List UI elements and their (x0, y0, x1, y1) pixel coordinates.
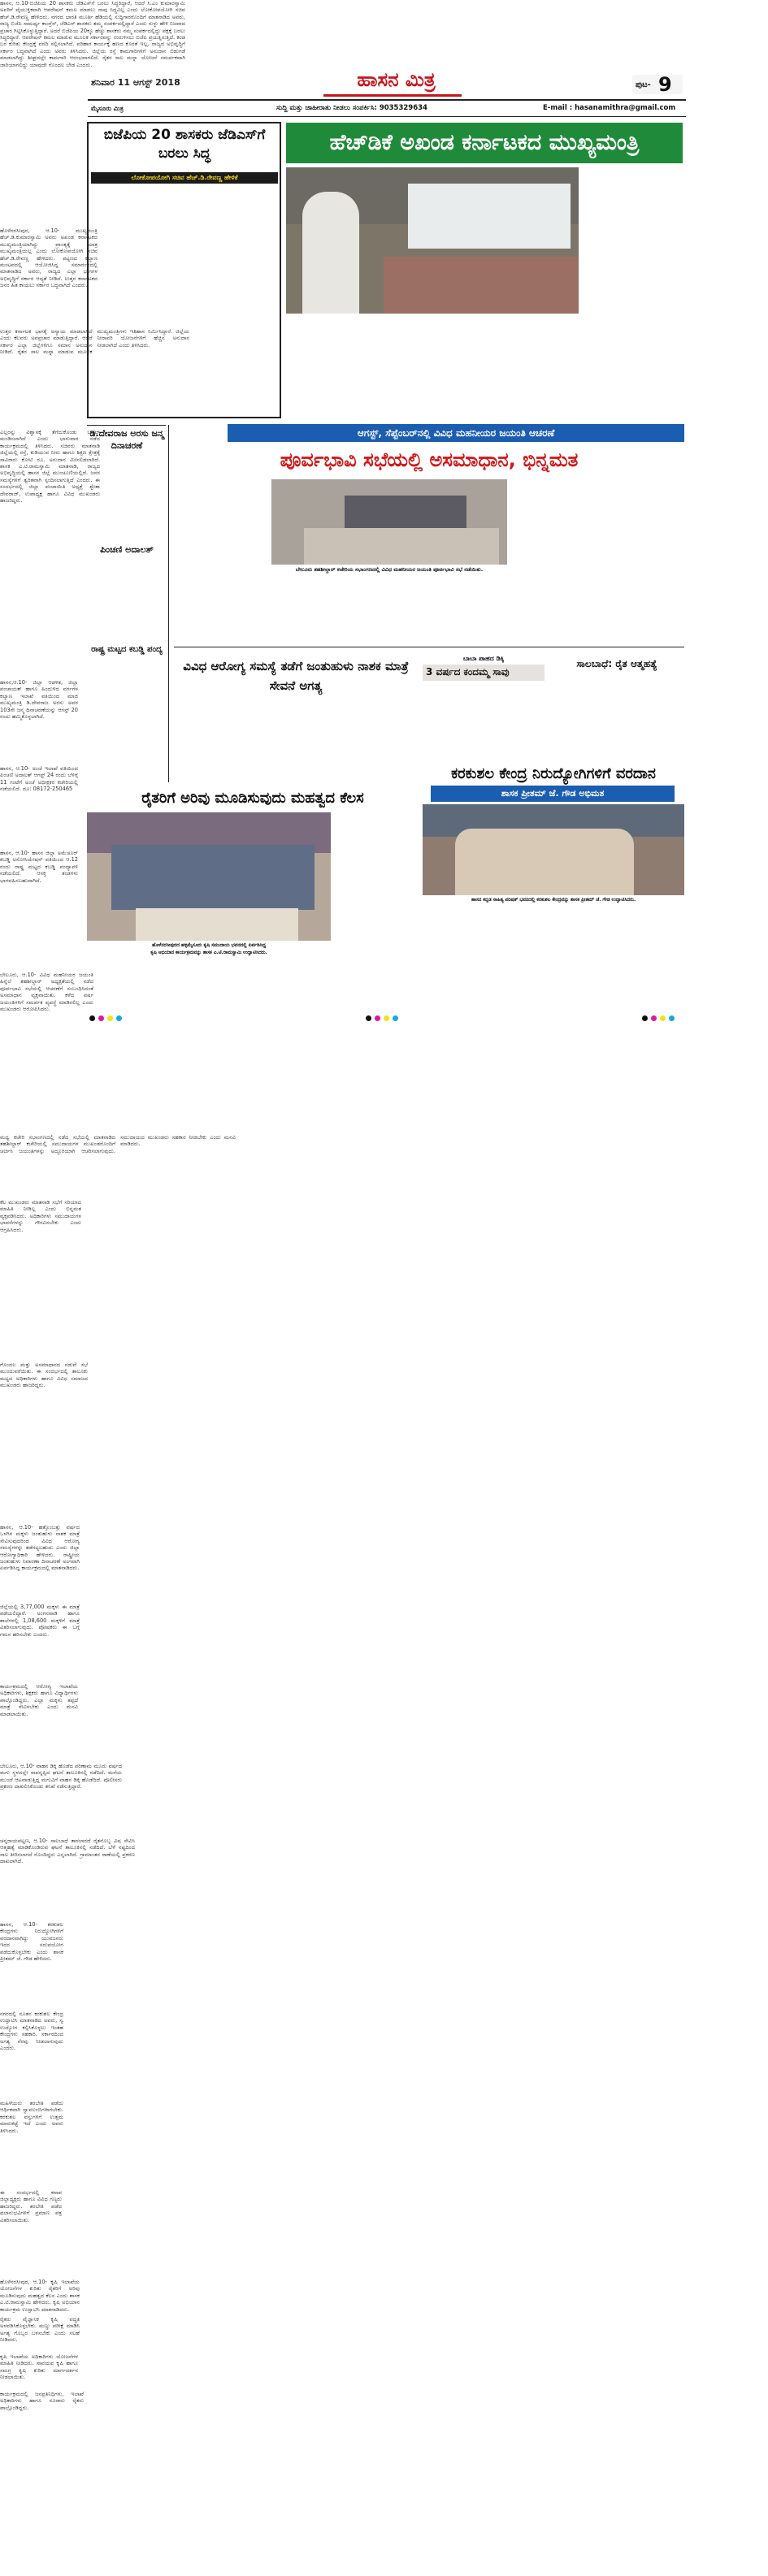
briefs-column-rule (168, 425, 169, 782)
story8-body-b: ರೈತರು ವೈಜ್ಞಾನಿಕ ಕೃಷಿ ಪದ್ಧತಿ ಅಳವಡಿಸಿಕೊಳ್ಳಬೇಕು. ಮಣ್ಣು ಪರೀಕ್ಷೆ ಮಾಡಿಸಿ ಅಗತ್ಯ ಗೊಬ್ಬರ ಬಳಸಬೇಕು ಎಂದು ಸಲಹೆ ನೀಡಿದರು. (0, 2316, 80, 2344)
story6-headline: ಸಾಲಬಾಧೆ: ರೈತ ಆತ್ಮಹತ್ಯೆ (576, 658, 657, 669)
story1-headline: ಬಿಜೆಪಿಯ 20 ಶಾಸಕರು ಜೆಡಿಎಸ್‌ಗೆ ಬರಲು ಸಿದ್ಧ (103, 127, 266, 162)
story1-body: ಹಾಸನ, ಆ.10-ಬಿಜೆಪಿಯ 20 ಶಾಸಕರು ಜೆಡಿಎಸ್‌ಗೆ ಬರಲು ಸಿದ್ಧರಿದ್ದಾರೆ, ಆದರೆ ಸಿ.ಎಂ ಕುಮಾರಸ್ವಾಮಿ ಅವರಿಗೆ ವೈಯುಕ್ತಿಕವಾಗಿ ಆಪರೇಷನ್ ಕಮಲ ಮಾಡಲು ನಾವು ಸಿದ್ಧವಿಲ್ಲ ಎಂದು ಲೋಕೋಪಯೋಗಿ ಸಚಿವ ಹೆಚ್.ಡಿ.ರೇವಣ್ಣ ಹೇಳಿದರು. ನಗರದ ಭಾರತಿ ಮೂರ್ತಿ ಹೆಡಿಯಲ್ಲಿ ಸುದ್ದಿಗಾರರೊಂದಿಗೆ ಮಾತನಾಡಿದ ಅವರು, ರಾಜ್ಯ ಬಿಜೆಪಿ ಸಾಮರ್ಥ್ಯ ಕಾಂಗ್ರೆಸ್, ಜೆಡಿಎಸ್ ಶಾಸಕರು ತಮ್ಮ ಸಂಪರ್ಕದಲ್ಲಿದ್ದಾರೆ ಎಂದು ಸುಳ್ಳು ಹೇಳಿ ನಿಜವಾದ ಪ್ರಚಾರ ಗಿಟ್ಟಿಸಿಕೊಳ್ಳುತ್ತಿದ್ದಾರೆ. ಅದರೆ ಬಿಜೆಪಿಯ 20ಕ್ಕೂ ಹೆಚ್ಚು ಶಾಸಕರು ನಮ್ಮ ಸಂಪರ್ಕದಲ್ಲಿದ್ದು ಪಕ್ಷಕ್ಕೆ ಬರಲು ಸಿದ್ಧರಿದ್ದಾರೆ. ಆಪರೇಷನ್ ಕಮಲ ಮಾಡುವ ಮೂಲಕ ಸರ್ಕಾರವನ್ನು ಉರುಳಿಸಲು ಬಿಜೆಪಿ ಪ್ರಯತ್ನಿಸುತ್ತಿದೆ. ಕರಡ ಬರ ಕುರಿತು ಕೇಂದ್ರಕ್ಕೆ ವರದಿ ಸಲ್ಲಿಸಲಾಗಿದೆ. ಪರಿಹಾರ ಕಾರ್ಯಕ್ಕೆ ಹಣದ ಕೊರತೆ ಇಲ್ಲ. ರಾಜ್ಯದ ಅಭಿವೃದ್ಧಿಗೆ ಸರ್ಕಾರ ಬದ್ಧವಾಗಿದೆ ಎಂದು ಅವರು ತಿಳಿಸಿದರು. ಜಿಲ್ಲೆಯ ರಸ್ತೆ ಕಾಮಗಾರಿಗಳಿಗೆ ಅನುದಾನ ಬಿಡುಗಡೆ ಮಾಡಲಾಗಿದ್ದು ಶೀಘ್ರದಲ್ಲೇ ಕಾಮಗಾರಿ ಆರಂಭವಾಗಲಿದೆ. ರೈತರ ಸಾಲ ಮನ್ನಾ ಯೋಜನೆ ಸಮರ್ಪಕವಾಗಿ ಜಾರಿಯಾಗಲಿದ್ದು ಯಾವುದೇ ಗೊಂದಲ ಬೇಡ ಎಂದರು. (0, 0, 185, 68)
story3-photo (271, 479, 507, 565)
brief3-body: ಹಾಸನ, ಆ.10- ಹಾಸನ ಜಿಲ್ಲಾ ಅಮೆಚೂರ್ ಕಬಡ್ಡಿ ಅಸೋಸಿಯೇಷನ್ ವತಿಯಿಂದ ಆ.12 ರಂದು ರಾಷ್ಟ್ರ ಮಟ್ಟದ ಕಬಡ್ಡಿ ಪಂದ್ಯಾವಳಿ ನಡೆಯಲಿದೆ. ಆಸಕ್ತ ತಂಡಗಳು ಭಾಗವಹಿಸಬಹುದಾಗಿದೆ. (0, 850, 78, 884)
page-number: 9 (658, 73, 672, 96)
story8-headline: ರೈತರಿಗೆ ಅರಿವು ಮೂಡಿಸುವುದು ಮಹತ್ವದ ಕೆಲಸ (141, 790, 364, 807)
brief1-title: ಡಿ.ದೇವರಾಜ ಅರಸು ಜನ್ಮ ದಿನಾಚರಣೆ (89, 428, 164, 451)
story7-body-b: ನಗರದಲ್ಲಿ ನೂತನ ಕರಕುಶಲ ಕೇಂದ್ರ ಉದ್ಘಾಟಿಸಿ ಮಾತನಾಡಿದ ಅವರು, ಸ್ವ ಉದ್ಯೋಗ ಕಲ್ಪಿಸಿಕೊಳ್ಳಲು ಇಂತಹ ಕೇಂದ್ರಗಳು ಸಹಕಾರಿ. ಸರ್ಕಾರದಿಂದ ಅಗತ್ಯ ನೆರವು ನೀಡಲಾಗುವುದು ಎಂದರು. (0, 2011, 63, 2052)
story3-body-c: ಕೆಲ ಮುಖಂಡರು ಮಾತನಾಡಿ ಸಭೆಗೆ ಸರಿಯಾದ ಮಾಹಿತಿ ನೀಡಿಲ್ಲ ಎಂದು ಭಿನ್ನಮತ ವ್ಯಕ್ತಪಡಿಸಿದರು. ಅಧಿಕಾರಿಗಳು ಸಮುದಾಯಗಳ ಭಾವನೆಗಳನ್ನು ಗೌರವಿಸಬೇಕು ಎಂದು ಆಗ್ರಹಿಸಿದರು. (0, 1199, 81, 1233)
stage-banner (408, 184, 571, 249)
story2-body-b: ಉತ್ತರ ಕರ್ನಾಟಕ ಭಾಗಕ್ಕೆ ಅನ್ಯಾಯ ಮಾಡಲಾಗಿದೆ ಎಂದು ಕೆಲವರು ಅಪಪ್ರಚಾರ ಮಾಡುತ್ತಿದ್ದಾರೆ. ಆದರೆ ಸರ್ಕಾರ ಎಲ್ಲಾ ಜಿಲ್ಲೆಗಳಿಗೂ ಸಮಾನ ಅನುದಾನ ನೀಡಿದೆ. ರೈತರ ಸಾಲ ಮನ್ನಾ ಮಾಡುವ ಮೂಲಕ ಮುಖ್ಯಮಂತ್ರಿಗಳು ಇತಿಹಾಸ ನಿರ್ಮಿಸಿದ್ದಾರೆ. ಜಿಲ್ಲೆಯ ನೀರಾವರಿ ಯೋಜನೆಗಳಿಗೆ ಹೆಚ್ಚಿನ ಅನುದಾನ ನೀಡಲಾಗಿದೆ ಎಂದು ತಿಳಿಸಿದರು. (0, 328, 189, 356)
masthead-title: ಹಾಸನ ಮಿತ್ರ (357, 68, 436, 91)
story2-body-c: ಎಲ್ಲರನ್ನು ವಿಶ್ವಾಸಕ್ಕೆ ತೆಗೆದುಕೊಂಡು ಬಜೆಟ್ ಮಂಡಿಸಲಾಗಿದೆ ಎಂದು ಭಾನುವಾರ ನಡೆದ ಕಾರ್ಯಕ್ರಮದಲ್ಲಿ ತಿಳಿಸಿದರು. ಸಚಿವರು ಮಾತನಾಡಿ ಜಿಲ್ಲೆಯಲ್ಲಿ ರಸ್ತೆ, ಕುಡಿಯುವ ನೀರು ಹಾಗೂ ಶಿಕ್ಷಣ ಕ್ಷೇತ್ರಕ್ಕೆ ಸಾವಿರಾರು ಕೋಟಿ ರೂ. ಅನುದಾನ ಮೀಸಲಿಡಲಾಗಿದೆ. ಶಾಸಕ ಎ.ಟಿ.ರಾಮಸ್ವಾಮಿ ಮಾತನಾಡಿ, ರಾಜ್ಯದ ಅಭಿವೃದ್ಧಿಯಲ್ಲಿ ಹಾಸನ ಜಿಲ್ಲೆ ಮುಂಚೂಣಿಯಲ್ಲಿದೆ. ಜನರ ಸಮಸ್ಯೆಗಳಿಗೆ ತ್ವರಿತವಾಗಿ ಸ್ಪಂದಿಸಲಾಗುತ್ತಿದೆ ಎಂದರು. ಈ ಸಂದರ್ಭದಲ್ಲಿ ಜಿಲ್ಲಾ ಪಂಚಾಯಿತಿ ಅಧ್ಯಕ್ಷೆ ಶ್ವೇತಾ ದೇವರಾಜ್, ಉಪಾಧ್ಯಕ್ಷ ಹಾಗೂ ವಿವಿಧ ಮುಖಂಡರು ಹಾಜರಿದ್ದರು. (0, 429, 100, 504)
seated-guests (384, 257, 579, 314)
story4-body-a: ಹಾಸನ, ಆ.10- ಹತ್ತೊಂಬತ್ತು ವರ್ಷದ ಒಳಗಿನ ಮಕ್ಕಳು ಜಂತುಹುಳು ನಾಶಕ ಮಾತ್ರೆ ಸೇವಿಸುವುದರಿಂದ ವಿವಿಧ ಆರೋಗ್ಯ ಸಮಸ್ಯೆಗಳನ್ನು ತಡೆಗಟ್ಟಬಹುದು ಎಂದು ಜಿಲ್ಲಾ ಆರೋಗ್ಯಾಧಿಕಾರಿ ಹೇಳಿದರು. ರಾಷ್ಟ್ರೀಯ ಜಂತುಹುಳು ನಿವಾರಣಾ ದಿನಾಚರಣೆ ಅಂಗವಾಗಿ ಏರ್ಪಡಿಸಿದ್ದ ಕಾರ್ಯಕ್ರಮದಲ್ಲಿ ಮಾತನಾಡಿದರು. (0, 1524, 80, 1572)
dignitaries-row (111, 845, 315, 910)
masthead-date: ಶನಿವಾರ 11 ಆಗಸ್ಟ್ 2018 (91, 77, 180, 88)
story4-body-c: ಕಾರ್ಯಕ್ರಮದಲ್ಲಿ ಆರೋಗ್ಯ ಇಲಾಖೆಯ ಅಧಿಕಾರಿಗಳು, ಶಿಕ್ಷಕರು ಹಾಗೂ ವಿದ್ಯಾರ್ಥಿಗಳು ಪಾಲ್ಗೊಂಡಿದ್ದರು. ಎಲ್ಲಾ ಮಕ್ಕಳು ತಪ್ಪದೆ ಮಾತ್ರೆ ಸೇವಿಸಬೇಕು ಎಂದು ಮನವಿ ಮಾಡಲಾಯಿತು. (0, 1683, 78, 1717)
page-number-tag (632, 75, 683, 94)
brief2-title: ಪಿಂಚಣಿ ಅದಾಲತ್ (100, 544, 154, 555)
story2-headline: ಹೆಚ್‌ಡಿಕೆ ಅಖಂಡ ಕರ್ನಾಟಕದ ಮುಖ್ಯಮಂತ್ರಿ (286, 123, 683, 163)
story3-body-a: ಬೇಲೂರು, ಆ.10- ವಿವಿಧ ಮಹನೀಯರ ಜಯಂತಿ ಹಿನ್ನೆಲೆ ತಹಶೀಲ್ದಾರ್ ಅಧ್ಯಕ್ಷತೆಯಲ್ಲಿ ನಡೆದ ಪೂರ್ವಭಾವಿ ಸಭೆಯಲ್ಲಿ ಆಚರಣೆಗೆ ಸಂಬಂಧಿಸಿದಂತೆ ಅಸಮಾಧಾನ ವ್ಯಕ್ತವಾಯಿತು. ಕಳೆದ ವರ್ಷ ಜಯಂತಿಗಳಿಗೆ ಸಮರ್ಪಕ ವ್ಯವಸ್ಥೆ ಮಾಡಿರಲಿಲ್ಲ ಎಂದು ಮುಖಂಡರು ಆರೋಪಿಸಿದರು. (0, 972, 93, 1013)
story3-kicker: ಆಗಸ್ಟ್, ಸೆಪ್ಟೆಂಬರ್‌ನಲ್ಲಿ ವಿವಿಧ ಮಹನೀಯರ ಜಯಂತಿ ಆಚರಣೆ (228, 424, 684, 442)
speaker-figure (302, 192, 359, 314)
story5-number-badge (423, 665, 545, 681)
story3-caption: ಬೇಲೂರು ತಹಶೀಲ್ದಾರ್ ಕಚೇರಿಯ ಸಭಾಂಗಣದಲ್ಲಿ ವಿವಿಧ ಮಹನೀಯರ ಜಯಂತಿ ಪೂರ್ವಭಾವಿ ಸಭೆ ನಡೆಯಿತು. (295, 566, 484, 573)
brief2-body: ಹಾಸನ, ಆ.10- ಅಂಚೆ ಇಲಾಖೆ ವತಿಯಿಂದ ಪಿಂಚಣಿ ಅದಾಲತ್ ಆಗಸ್ಟ್ 24 ರಂದು ಬೆಳಿಗ್ಗೆ 11 ಗಂಟೆಗೆ ಅಂಚೆ ಅಧೀಕ್ಷಕರ ಕಚೇರಿಯಲ್ಲಿ ನಡೆಯಲಿದೆ. ದೂ: 08172-250465 (0, 765, 78, 793)
brief3-title: ರಾಷ್ಟ್ರ ಮಟ್ಟದ ಕಬಡ್ಡಿ ಪಂದ್ಯ (91, 645, 163, 654)
story6-body: ಚನ್ನರಾಯಪಟ್ಟಣ, ಆ.10- ಸಾಲಬಾಧೆ ತಾಳಲಾರದೆ ರೈತನೊಬ್ಬ ವಿಷ ಸೇವಿಸಿ ಆತ್ಮಹತ್ಯೆ ಮಾಡಿಕೊಂಡಿರುವ ಘಟನೆ ತಾಲೂಕಿನಲ್ಲಿ ನಡೆದಿದೆ. ಬೆಳೆ ನಷ್ಟದಿಂದ ಸಾಲ ತೀರಿಸಲಾಗದೆ ನೊಂದಿದ್ದರು ಎನ್ನಲಾಗಿದೆ. ಗ್ರಾಮಾಂತರ ಠಾಣೆಯಲ್ಲಿ ಪ್ರಕರಣ ದಾಖಲಾಗಿದೆ. (0, 1838, 135, 1865)
story4-headline: ವಿವಿಧ ಆರೋಗ್ಯ ಸಮಸ್ಯೆ ತಡೆಗೆ ಜಂತುಹುಳು ನಾಶಕ ಮಾತ್ರೆ ಸೇವನೆ ಅಗತ್ಯ (183, 659, 409, 693)
masthead-left-tag: ಮೈಸೂರು ಮಿತ್ರ (91, 105, 124, 112)
story8-caption-1: ಹೊಳೆನರಸೀಪುರದ ಹಳ್ಳಿಮೈಸೂರು ಕೃಷಿ ಸಮುದಾಯ ಭವನದಲ್ಲಿ ಏರ್ಪಡಿಸಿದ್ದ (151, 943, 267, 948)
story8-body-d: ಕಾರ್ಯಕ್ರಮದಲ್ಲಿ ಜನಪ್ರತಿನಿಧಿಗಳು, ಇಲಾಖೆ ಅಧಿಕಾರಿಗಳು ಹಾಗೂ ನೂರಾರು ರೈತರು ಪಾಲ್ಗೊಂಡಿದ್ದರು. (0, 2391, 84, 2411)
lamp-and-pots (136, 908, 298, 941)
story3-headline: ಪೂರ್ವಭಾವಿ ಸಭೆಯಲ್ಲಿ ಅಸಮಾಧಾನ, ಭಿನ್ನಮತ (280, 448, 579, 471)
page-label: ಪುಟ- (636, 80, 651, 89)
masthead-contact: ಸುದ್ದಿ ಮತ್ತು ಜಾಹೀರಾತು ನೀಡಲು ಸಂಪರ್ಕಿಸಿ: 9035329634 (276, 104, 427, 112)
meeting-table (304, 528, 499, 565)
masthead-rule-bottom (88, 116, 686, 117)
registration-dots-right (642, 1009, 678, 1024)
story5-body: ಬೇಲೂರು, ಆ.10- ವಾಹನ ಡಿಕ್ಕಿ ಹೊಡೆದ ಪರಿಣಾಮ ಮೂರು ವರ್ಷದ ಮಗು ಸ್ಥಳದಲ್ಲೇ ಸಾವನ್ನಪ್ಪಿದ ಘಟನೆ ತಾಲೂಕಿನಲ್ಲಿ ನಡೆದಿದೆ. ಮನೆಯ ಮುಂದೆ ಆಟವಾಡುತ್ತಿದ್ದ ಮಗುವಿಗೆ ವಾಹನ ಡಿಕ್ಕಿ ಹೊಡೆದಿದೆ. ಪೊಲೀಸರು ಪ್ರಕರಣ ದಾಖಲಿಸಿಕೊಂಡು ತನಿಖೆ ನಡೆಸುತ್ತಿದ್ದಾರೆ. (0, 1763, 122, 1790)
story3-body-b: ಮಧ್ಯ ಕಚೇರಿ ಸಭಾಂಗಣದಲ್ಲಿ ನಡೆದ ಸಭೆಯಲ್ಲಿ ಮಾತನಾಡಿದ ತಹಶೀಲ್ದಾರ್ ಕಚೇರಿಯಲ್ಲಿ ಸಮುದಾಯಗಳ ಮುಖಂಡರೊಂದಿಗೆ ಚರ್ಚಿಸಿ ಜಯಂತಿಗಳನ್ನು ಅದ್ದೂರಿಯಾಗಿ ಆಚರಿಸಲಾಗುವುದು. ಸಮುದಾಯದ ಮುಖಂಡರು ಸಹಕಾರ ನೀಡಬೇಕು ಎಂದು ಮನವಿ ಮಾಡಿದರು. (0, 1134, 236, 1154)
story7-body-d: ಈ ಸಂದರ್ಭದಲ್ಲಿ ಕಸಾಪ ಜಿಲ್ಲಾಧ್ಯಕ್ಷರು ಹಾಗೂ ವಿವಿಧ ಗಣ್ಯರು ಹಾಜರಿದ್ದರು. ತರಬೇತಿ ಪಡೆದ ಫಲಾನುಭವಿಗಳಿಗೆ ಪ್ರಮಾಣ ಪತ್ರ ವಿತರಿಸಲಾಯಿತು. (0, 2189, 62, 2223)
story7-body-a: ಹಾಸನ, ಆ.10- ಕರಕುಶಲ ಕೇಂದ್ರಗಳು ನಿರುದ್ಯೋಗಿಗಳಿಗೆ ವರದಾನವಾಗಿದ್ದು ಯುವಜನರು ಇದರ ಸದುಪಯೋಗ ಪಡೆದುಕೊಳ್ಳಬೇಕು ಎಂದು ಶಾಸಕ ಪ್ರೀತಮ್ ಜೆ. ಗೌಡ ಹೇಳಿದರು. (0, 1921, 63, 1963)
story1-subhead: ಲೋಕೋಪಯೋಗಿ ಸಚಿವ ಹೆಚ್.ಡಿ.ರೇವಣ್ಣ ಹೇಳಿಕೆ (91, 172, 278, 184)
story3-body-d: ಗೊಂದಲ ಮತ್ತು ಅಸಮಾಧಾನದ ನಡುವೆ ಸಭೆ ಮುಂದುವರೆಯಿತು. ಈ ಸಂದರ್ಭದಲ್ಲಿ ತಾಲೂಕು ಮಟ್ಟದ ಅಧಿಕಾರಿಗಳು ಹಾಗೂ ವಿವಿಧ ಸಮಾಜದ ಮುಖಂಡರು ಹಾಜರಿದ್ದರು. (0, 1362, 88, 1389)
masthead-email: E-mail : hasanamithra@gmail.com (543, 104, 676, 112)
story7-headline: ಕರಕುಶಲ ಕೇಂದ್ರ ನಿರುದ್ಯೋಗಿಗಳಿಗೆ ವರದಾನ (451, 765, 656, 782)
story7-subhead: ಶಾಸಕ ಪ್ರೀತಮ್ ಜೆ. ಗೌಡ ಅಭಿಮತ (431, 786, 675, 802)
story8-body-a: ಹೊಳೆನರಸೀಪುರ, ಆ.10- ಕೃಷಿ ಇಲಾಖೆಯ ಯೋಜನೆಗಳ ಕುರಿತು ರೈತರಿಗೆ ಅರಿವು ಮೂಡಿಸುವುದು ಮಹತ್ವದ ಕೆಲಸ ಎಂದು ಶಾಸಕ ಎ.ಟಿ.ರಾಮಸ್ವಾಮಿ ಹೇಳಿದರು. ಕೃಷಿ ಅಭಿಯಾನ ಕಾರ್ಯಕ್ರಮ ಉದ್ಘಾಟಿಸಿ ಮಾತನಾಡಿದರು. (0, 2279, 80, 2313)
story4-body-b: ಜಿಲ್ಲೆಯಲ್ಲಿ 3,77,000 ಮಕ್ಕಳು ಈ ಮಾತ್ರೆ ಪಡೆಯಲಿದ್ದಾರೆ. ಅಂಗನವಾಡಿ ಹಾಗೂ ಶಾಲೆಗಳಲ್ಲಿ 1,08,600 ಮಕ್ಕಳಿಗೆ ಮಾತ್ರೆ ವಿತರಿಸಲಾಗುವುದು. ಪೋಷಕರು ಈ ಬಗ್ಗೆ ಗಮನ ಹರಿಸಬೇಕು ಎಂದರು. (0, 1604, 80, 1638)
story5-kicker: ಬಾಬಾ ಪಾಹದ ಡಿಕ್ಕಿ (462, 655, 505, 662)
briefs-divider (87, 425, 166, 426)
story8-body-c: ಕೃಷಿ ಇಲಾಖೆಯ ಅಧಿಕಾರಿಗಳು ಯೋಜನೆಗಳ ಮಾಹಿತಿ ನೀಡಿದರು. ಸಾವಯವ ಕೃಷಿ ಹಾಗೂ ಸಮಗ್ರ ಕೃಷಿ ಕುರಿತು ಮಾರ್ಗದರ್ಶನ ನೀಡಲಾಯಿತು. (0, 2353, 78, 2381)
story7-caption: ಹಾಸನ ಕನ್ನಡ ಸಾಹಿತ್ಯ ಪರಿಷತ್ ಭವನದಲ್ಲಿ ಕರಕುಶಲ ಕೇಂದ್ರವನ್ನು ಶಾಸಕ ಪ್ರೀತಮ್ ಜೆ. ಗೌಡ ಉದ್ಘಾಟಿಸಿದರು. (471, 898, 636, 903)
masthead-underline (323, 94, 462, 97)
guests-group (455, 829, 634, 895)
registration-dots-center (366, 1009, 401, 1024)
story2-body-a: ಹೊಳೆನರಸೀಪುರ, ಆ.10- ಮುಖ್ಯಮಂತ್ರಿ ಹೆಚ್.ಡಿ.ಕುಮಾರಸ್ವಾಮಿ ಅವರು ಅಖಂಡ ಕರ್ನಾಟಕದ ಮುಖ್ಯಮಂತ್ರಿಯಾಗಿದ್ದು ಪ್ರಾಂತ್ಯಕ್ಕೆ ಮಾತ್ರ ಮುಖ್ಯಮಂತ್ರಿಯಲ್ಲ ಎಂದು ಲೋಕೋಪಯೋಗಿ ಸಚಿವ ಹೆಚ್.ಡಿ.ರೇವಣ್ಣ ಹೇಳಿದರು. ಪಟ್ಟಣದ ಕಲ್ಯಾಣ ಮಂಟಪದಲ್ಲಿ ಆಯೋಜಿಸಿದ್ದ ಸಮಾರಂಭದಲ್ಲಿ ಮಾತನಾಡಿದ ಅವರು, ರಾಜ್ಯದ ಎಲ್ಲಾ ಭಾಗಗಳ ಅಭಿವೃದ್ಧಿಗೆ ಸರ್ಕಾರ ಆದ್ಯತೆ ನೀಡಿದೆ. ಉತ್ತರ ಕರ್ನಾಟಕದ ಜನರ ಹಿತ ಕಾಯಲು ಸರ್ಕಾರ ಬದ್ಧವಾಗಿದೆ ಎಂದರು. (0, 227, 98, 289)
story7-body-c: ಮಹಿಳೆಯರು ತರಬೇತಿ ಪಡೆದು ಆರ್ಥಿಕವಾಗಿ ಸ್ವಾವಲಂಬಿಗಳಾಗಬೇಕು. ಕರಕುಶಲ ವಸ್ತುಗಳಿಗೆ ಉತ್ತಮ ಮಾರುಕಟ್ಟೆ ಇದೆ ಎಂದು ಅವರು ತಿಳಿಸಿದರು. (0, 2100, 63, 2134)
registration-dots-left (89, 1009, 125, 1024)
story8-caption-2: ಕೃಷಿ ಅಭಿಯಾನ ಕಾರ್ಯಕ್ರಮವನ್ನು ಶಾಸಕ ಎ.ಟಿ.ರಾಮಸ್ವಾಮಿ ಉದ್ಘಾಟಿಸಿದರು. (150, 950, 267, 955)
masthead-rule-top (88, 99, 686, 101)
story5-headline: 3 ವರ್ಷದ ಕಂದಮ್ಮ ಸಾವು (426, 666, 510, 678)
brief1-body: ಹಾಸನ,ಆ.10- ಜಿಲ್ಲಾ ಆಡಳಿತ, ಜಿಲ್ಲಾ ಪಂಚಾಯತ್ ಹಾಗೂ ಹಿಂದುಳಿದ ವರ್ಗಗಳ ಕಲ್ಯಾಣ ಇಲಾಖೆ ವತಿಯಿಂದ ಮಾಜಿ ಮುಖ್ಯಮಂತ್ರಿ ಡಿ.ದೇವರಾಜ ಅರಸು ಅವರ 103ನೇ ಜನ್ಮ ದಿನಾಚರಣೆಯನ್ನು ಆಗಸ್ಟ್ 20 ರಂದು ಹಮ್ಮಿಕೊಳ್ಳಲಾಗಿದೆ. (0, 679, 78, 721)
story8-photo (87, 812, 331, 941)
story1-box (87, 122, 281, 418)
officials-row (345, 496, 466, 528)
story7-photo (423, 804, 684, 895)
story2-photo (286, 167, 579, 314)
